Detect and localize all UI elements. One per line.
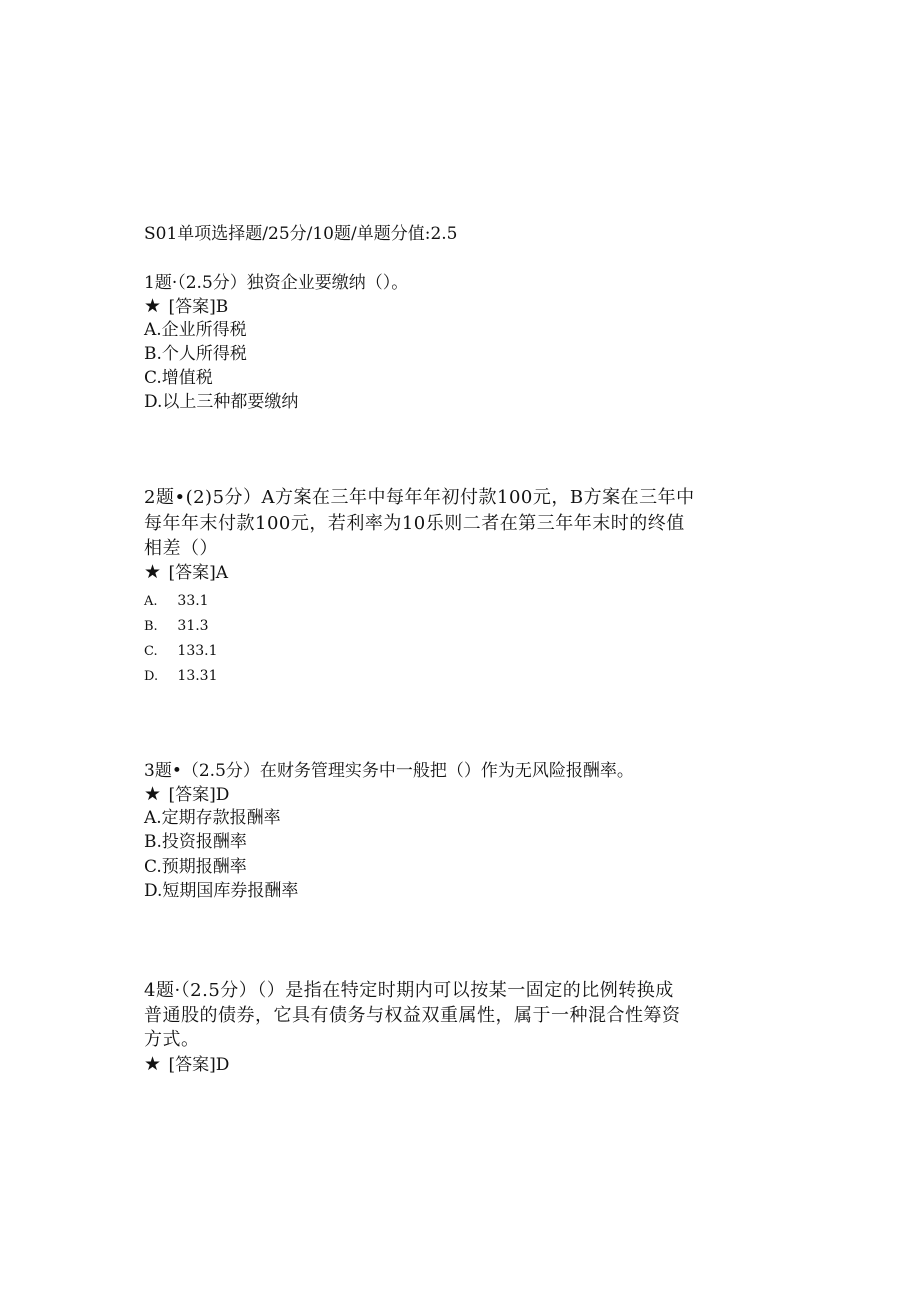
question-4-answer [144, 1052, 229, 1077]
question-2-option-b [144, 613, 209, 639]
star-icon: ★ [144, 783, 162, 805]
answer-text: [答案]D [168, 785, 230, 805]
option-letter: A. [144, 594, 158, 609]
question-1-option-c: C.增值税 [144, 368, 213, 388]
question-2-line-2: 每年年末付款100元，若利率为10乐则二者在第三年年末时的终值 [144, 513, 685, 534]
question-2-line-1: 2题•(2)5分）A方案在三年中每年年初付款100元，B方案在三年中 [144, 487, 695, 508]
question-1-option-a: A.企业所得税 [144, 320, 247, 340]
question-4-line-3: 方式。 [144, 1029, 200, 1050]
question-3-option-d: D.短期国库券报酬率 [144, 881, 299, 901]
question-1-option-b: B.个人所得税 [144, 344, 247, 364]
option-value: 133.1 [177, 643, 218, 659]
question-2-line-3: 相差（） [144, 538, 218, 559]
answer-text: [答案]D [168, 1055, 230, 1075]
question-3-answer [144, 782, 229, 807]
answer-text: [答案]A [168, 563, 228, 583]
question-3-option-a: A.定期存款报酬率 [144, 808, 281, 828]
question-1-header: 1题·（2.5分）独资企业要缴纳（）。 [144, 273, 409, 293]
star-icon: ★ [144, 561, 162, 583]
option-value: 13.31 [177, 668, 218, 684]
question-3-option-c: C.预期报酬率 [144, 857, 247, 877]
option-letter: D. [144, 669, 159, 684]
question-1-option-d: D.以上三种都要缴纳 [144, 392, 299, 412]
question-4-line-1: 4题·（2.5分）（）是指在特定时期内可以按某一固定的比例转换成 [144, 980, 674, 1001]
question-2-option-a [144, 588, 209, 614]
question-3-header: 3题•（2.5分）在财务管理实务中一般把（）作为无风险报酬率。 [144, 761, 634, 781]
question-3-option-b: B.投资报酬率 [144, 832, 247, 852]
star-icon: ★ [144, 1053, 162, 1075]
question-4-line-2: 普通股的债券，它具有债务与权益双重属性，属于一种混合性筹资 [144, 1005, 681, 1026]
section-title: S01单项选择题/25分/10题/单题分值:2.5 [144, 224, 458, 244]
option-value: 31.3 [177, 618, 209, 634]
question-2-option-c [144, 638, 218, 664]
question-2-answer [144, 560, 228, 585]
option-letter: C. [144, 644, 158, 659]
answer-text: [答案]B [168, 297, 229, 317]
question-2-option-d [144, 663, 218, 689]
star-icon: ★ [144, 295, 162, 317]
option-letter: B. [144, 619, 158, 634]
question-1-answer [144, 294, 228, 319]
option-value: 33.1 [177, 593, 209, 609]
